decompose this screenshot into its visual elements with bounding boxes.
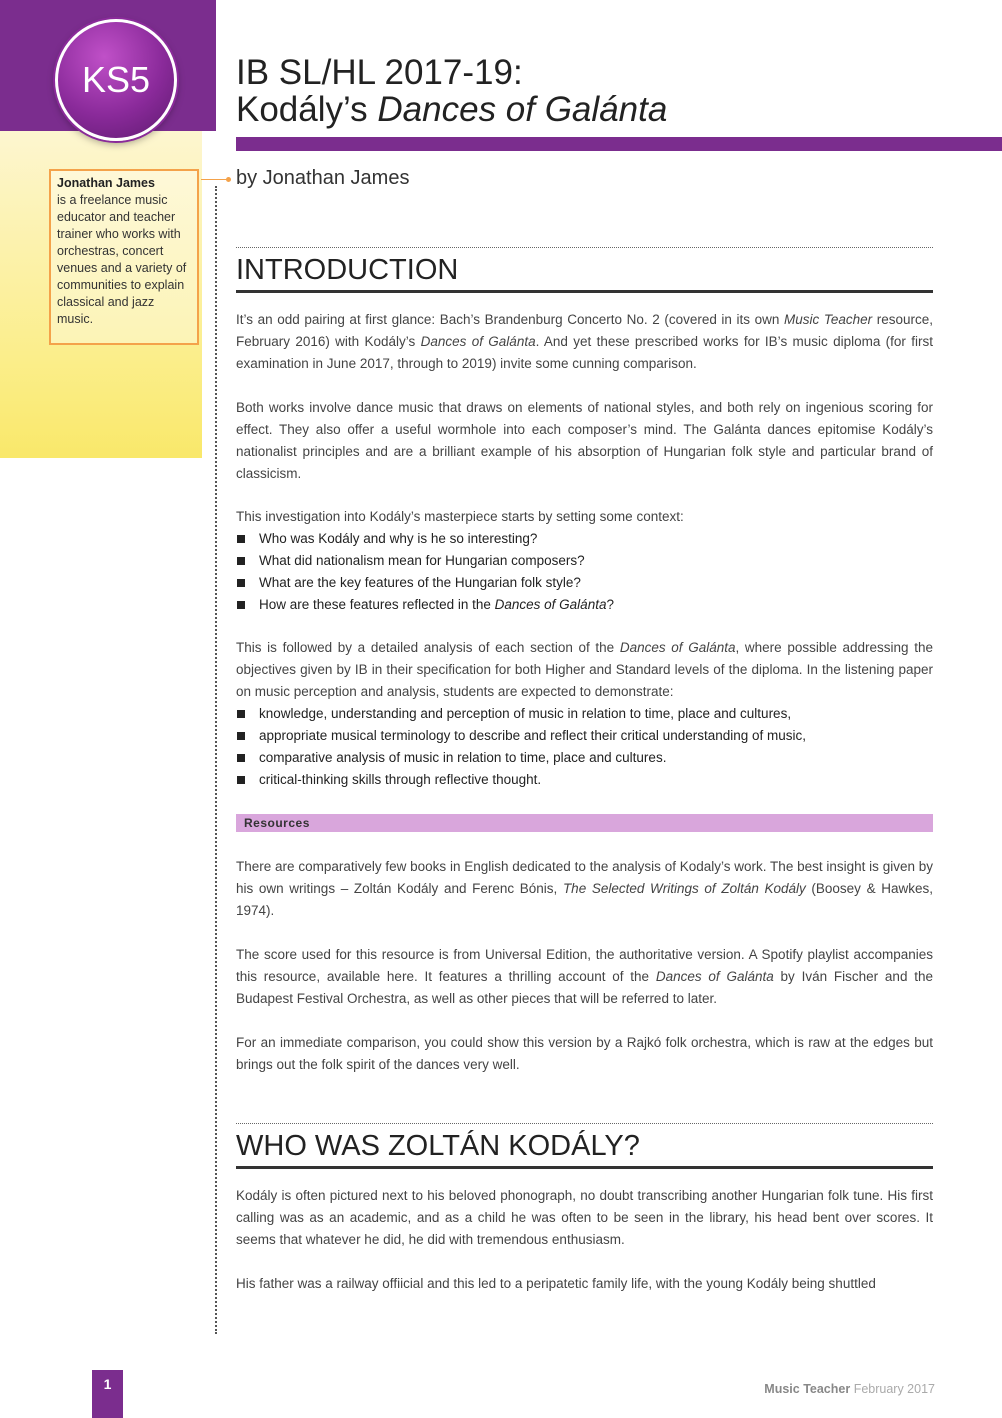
list-item: [236, 528, 933, 550]
intro-p1-italic-music-teacher: Music Teacher: [783, 312, 873, 327]
title-line1: IB SL/HL 2017-19:: [236, 53, 523, 92]
resources-paragraph-3: For an immediate comparison, you could show this version by a Rajkó folk orchestra, which is raw at the edges but brings out the folk spirit of the dances very well.: [236, 1035, 933, 1072]
list-item-text: comparative analysis of music in relation to time, place and cultures.: [259, 750, 667, 765]
footer-magazine: Music Teacher: [764, 1382, 851, 1396]
list-item: [236, 572, 933, 594]
intro-p1-text-c: resource, February 2016) with Kodály’s: [236, 312, 933, 349]
intro-paragraph-2: Both works involve dance music that draws on elements of national styles, and both rely on ingenious scoring for effect. They also offer a useful wormhole into each composer’s mind. The Galánta dances epitomise Kodály’s nationalist principles and are a brilliant example of his absorption of Hungarian folk style and particular brand of classicism.: [236, 400, 933, 481]
intro-paragraph-4: [236, 637, 933, 703]
page-number: 1: [103, 1376, 112, 1392]
bullet-square-icon: [237, 710, 245, 718]
author-bio-box: [49, 169, 199, 345]
list-item-text: ?: [606, 597, 614, 612]
bullet-square-icon: [237, 732, 245, 740]
author-name: Jonathan James: [57, 176, 155, 190]
list-item-text: What did nationalism mean for Hungarian composers?: [259, 553, 585, 568]
resources-heading: Resources: [244, 816, 310, 830]
who-was-heading-rule: [236, 1166, 933, 1169]
footer-date: February 2017: [850, 1382, 935, 1396]
who-was-heading: WHO WAS ZOLTÁN KODÁLY?: [236, 1130, 640, 1162]
context-question-list: [236, 528, 933, 616]
byline: by Jonathan James: [236, 167, 410, 189]
resources-p2-text-a: The score used for this resource is from Universal Edition, the authoritative version. A Spotify playlist accompanies this resource, available here. It features a thrilling account of the: [236, 947, 933, 984]
footer-credit: [764, 1382, 935, 1396]
intro-p1-italic-dances: Dances of Galánta: [420, 334, 536, 349]
bullet-square-icon: [237, 601, 245, 609]
intro-paragraph-3: This investigation into Kodály’s masterpiece starts by setting some context:: [236, 509, 684, 524]
intro-p4-text-a: This is followed by a detailed analysis of each section of the: [236, 640, 620, 655]
vertical-dotted-rule: [215, 186, 217, 1334]
title-line2-italic: Dances of Galánta: [377, 90, 668, 129]
resources-p1-text-a: There are comparatively few books in English dedicated to the analysis of Kodaly’s work. The best insight is given by his own writings – Zoltán Kodály and Ferenc Bónis,: [236, 859, 933, 896]
ks5-badge-label: KS5: [81, 59, 151, 100]
resources-p1-italic-book: The Selected Writings of Zoltán Kodály: [562, 881, 806, 896]
list-item-text: How are these features reflected in the: [259, 597, 495, 612]
introduction-heading-rule: [236, 290, 933, 293]
list-item: [236, 550, 933, 572]
list-item: [236, 747, 933, 769]
list-item-text: critical-thinking skills through reflective thought.: [259, 772, 542, 787]
list-item-text: Who was Kodály and why is he so interesting?: [259, 531, 538, 546]
introduction-heading: INTRODUCTION: [236, 254, 459, 286]
who-was-paragraph-1: Kodály is often pictured next to his beloved phonograph, no doubt transcribing another Hungarian folk tune. His first calling was as an academic, and as a child he was often to be seen in the library, his head bent over scores. It seems that whatever he did, he did with tremendous enthusiasm.: [236, 1188, 933, 1247]
title-line2-prefix: Kodály’s: [236, 90, 378, 129]
list-item: [236, 769, 933, 791]
who-was-paragraph-2: His father was a railway offiicial and this led to a peripatetic family life, with the young Kodály being shuttled: [236, 1276, 876, 1291]
intro-p1-text-a: It’s an odd pairing at first glance: Bach’s Brandenburg Concerto No. 2 (covered in its own: [236, 312, 784, 327]
objectives-list: [236, 703, 933, 791]
list-item-text: What are the key features of the Hungarian folk style?: [259, 575, 581, 590]
bullet-square-icon: [237, 776, 245, 784]
page-title: [236, 54, 667, 128]
resources-heading-bar: [236, 814, 933, 832]
ks5-badge: [55, 19, 177, 141]
list-item-italic: Dances of Galánta: [494, 597, 607, 612]
list-item-text: knowledge, understanding and perception of music in relation to time, place and cultures,: [259, 706, 792, 721]
who-was-dotted-rule: [236, 1123, 933, 1124]
list-item: [236, 594, 933, 616]
bullet-square-icon: [237, 535, 245, 543]
intro-dotted-rule: [236, 247, 933, 248]
title-underline-bar: [236, 137, 1002, 151]
intro-p4-italic-dances: Dances of Galánta: [619, 640, 736, 655]
page-number-tab: [92, 1370, 123, 1418]
bullet-square-icon: [237, 579, 245, 587]
intro-p4-text-c: , where possible addressing the objectives given by IB in their specification for both Higher and Standard levels of the diploma. In the listening paper on music perception and analysis, students are expected to demonstrate:: [236, 640, 933, 699]
author-connector-line: [201, 179, 229, 180]
bullet-square-icon: [237, 754, 245, 762]
resources-p2-italic-dances: Dances of Galánta: [655, 969, 774, 984]
list-item: [236, 703, 933, 725]
resources-paragraph-1: [236, 856, 933, 922]
list-item-text: appropriate musical terminology to describe and reflect their critical understanding of music,: [259, 728, 807, 743]
intro-p1-text-e: . And yet these prescribed works for IB’s music diploma (for first examination in June 2017, through to 2019) invite some cunning comparison.: [236, 334, 933, 371]
bullet-square-icon: [237, 557, 245, 565]
author-bio: is a freelance music educator and teacher trainer who works with orchestras, concert venues and a variety of communities to explain classical and jazz music.: [57, 193, 187, 326]
list-item: [236, 725, 933, 747]
author-connector-dot: [226, 177, 231, 182]
resources-paragraph-2: [236, 944, 933, 1010]
resources-p2-text-c: by Iván Fischer and the Budapest Festival Orchestra, as well as other pieces that will be referred to later.: [236, 969, 934, 1006]
intro-paragraph-1: [236, 309, 933, 375]
resources-p1-text-c: (Boosey & Hawkes, 1974).: [236, 881, 933, 918]
